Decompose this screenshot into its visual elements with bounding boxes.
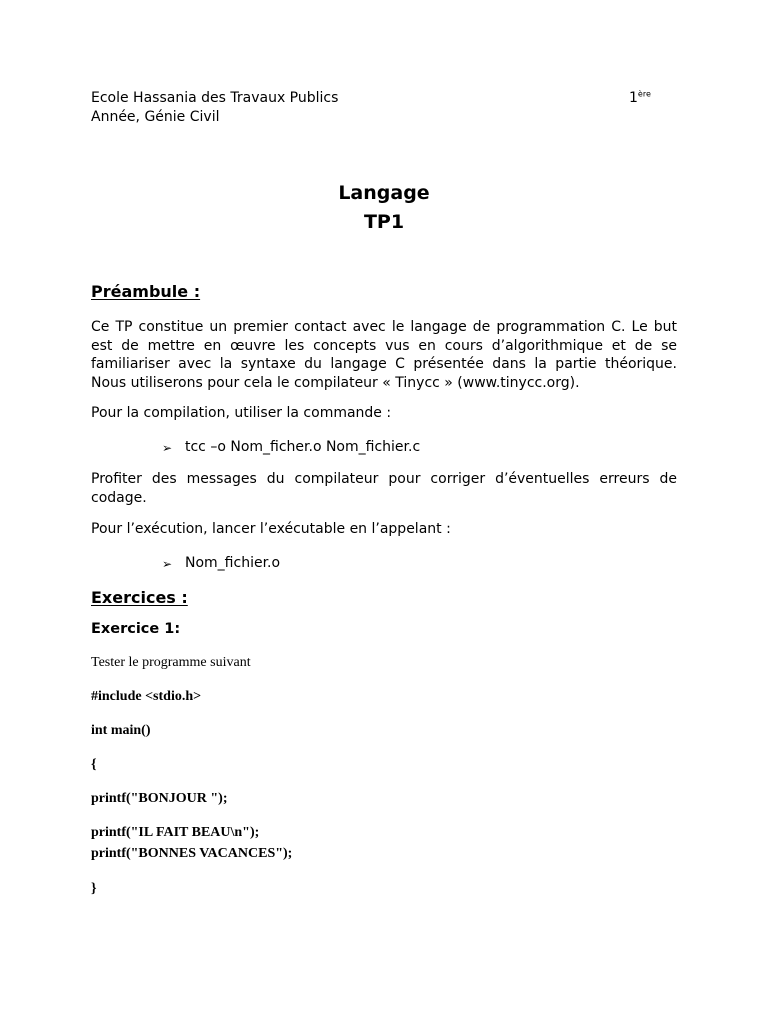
errors-line: Profiter des messages du compilateur pour corriger d’éventuelles erreurs de	[91, 471, 677, 487]
intro-line: Ce TP constitue un premier contact avec le langage de programmation C. Le but	[91, 319, 677, 335]
exec-command: Nom_fichier.o	[185, 555, 281, 571]
exercices-heading: Exercices :	[91, 588, 188, 607]
intro-line: est de mettre en œuvre les concepts vus en cours d’algorithmique et de se	[91, 337, 677, 354]
code-main: int main()	[91, 723, 151, 738]
arrow-bullet-icon: ➢	[162, 557, 173, 571]
year-indicator	[629, 89, 651, 108]
exercise-1-intro: Tester le programme suivant	[91, 655, 251, 670]
exec-label: Pour l’exécution, lancer l’exécutable en l’appelant :	[91, 521, 451, 537]
errors-paragraph	[91, 470, 677, 507]
intro-paragraph	[91, 318, 677, 392]
school-name: Ecole Hassania des Travaux Publics	[91, 90, 339, 106]
year-line: Année, Génie Civil	[91, 109, 220, 125]
code-open-brace: {	[91, 757, 97, 772]
errors-line: codage.	[91, 489, 147, 506]
year-suffix: ère	[637, 89, 651, 99]
title-line-2: TP1	[363, 211, 405, 233]
code-printf-3: printf("BONNES VACANCES");	[91, 846, 293, 861]
compile-command: tcc –o Nom_ficher.o Nom_fichier.c	[185, 439, 421, 455]
code-printf-2: printf("IL FAIT BEAU\n");	[91, 825, 260, 840]
title-line-1: Langage	[338, 182, 430, 204]
code-printf-1: printf("BONJOUR ");	[91, 791, 228, 806]
exercise-1-title: Exercice 1:	[91, 621, 181, 637]
year-number: 1	[629, 90, 638, 106]
preambule-heading: Préambule :	[91, 282, 201, 301]
arrow-bullet-icon: ➢	[162, 441, 173, 455]
intro-line: Nous utiliserons pour cela le compilateur « Tinycc » (www.tinycc.org).	[91, 374, 580, 391]
intro-line: familiariser avec la syntaxe du langage C présentée dans la partie théorique.	[91, 356, 677, 373]
code-close-brace: }	[91, 881, 97, 896]
code-include: #include <stdio.h>	[91, 689, 202, 704]
compile-label: Pour la compilation, utiliser la commande :	[91, 405, 392, 421]
